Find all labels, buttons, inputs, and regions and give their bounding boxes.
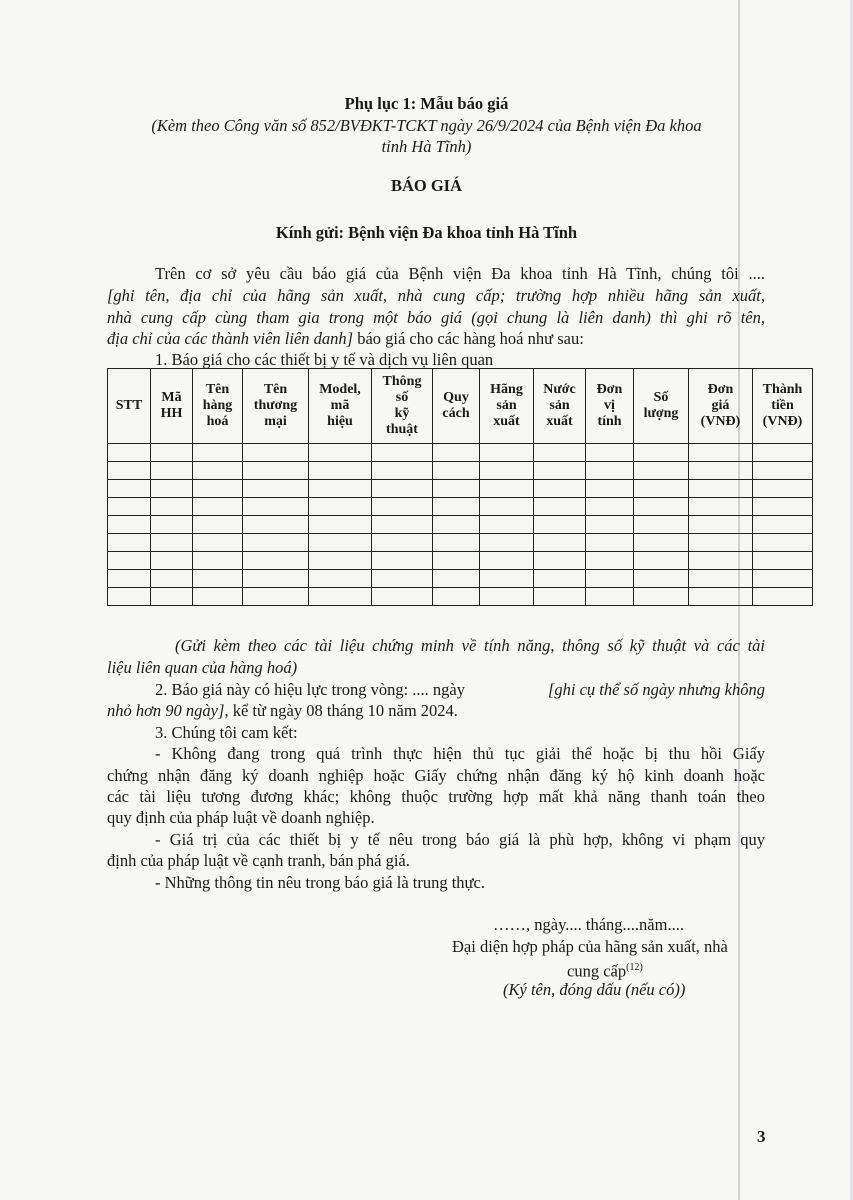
table-cell (753, 534, 813, 552)
page-number: 3 (757, 1127, 766, 1146)
table-cell (586, 588, 634, 606)
commitment-line: - Giá trị của các thiết bị y tế nêu trong báo giá là phù hợp, không vi phạm quy (155, 830, 765, 849)
column-header: Đơn giá (VNĐ) (689, 369, 753, 444)
rep-text: cung cấp (567, 961, 627, 981)
table-cell (586, 552, 634, 570)
table-cell (151, 444, 193, 462)
table-cell (753, 570, 813, 588)
table-cell (480, 462, 534, 480)
commitment-line: - Những thông tin nêu trong báo giá là trung thực. (155, 873, 485, 892)
table-cell (243, 588, 309, 606)
table-cell (753, 588, 813, 606)
table-cell (372, 552, 433, 570)
table-cell (634, 480, 689, 498)
table-cell (534, 462, 586, 480)
table-cell (309, 444, 372, 462)
table-cell (433, 462, 480, 480)
table-cell (193, 498, 243, 516)
section-3-heading: 3. Chúng tôi cam kết: (155, 723, 298, 742)
table-cell (372, 444, 433, 462)
table-cell (193, 570, 243, 588)
validity-italic: nhỏ hơn 90 ngày] (107, 701, 225, 720)
table-cell (586, 516, 634, 534)
table-cell (372, 588, 433, 606)
table-cell (480, 516, 534, 534)
table-cell (151, 462, 193, 480)
table-cell (689, 480, 753, 498)
validity-text: , kể từ ngày 08 tháng 10 năm 2024. (224, 701, 458, 720)
table-cell (586, 444, 634, 462)
table-cell (634, 462, 689, 480)
footnote-ref: (12) (626, 962, 643, 973)
reference-line: tỉnh Hà Tĩnh) (381, 137, 472, 156)
table-cell (108, 480, 151, 498)
table-cell (372, 570, 433, 588)
table-cell (309, 498, 372, 516)
table-cell (372, 498, 433, 516)
table-cell (534, 570, 586, 588)
intro-line (107, 328, 584, 349)
table-cell (753, 516, 813, 534)
attachment-note: liệu liên quan của hàng hoá) (107, 658, 298, 677)
validity-text: 2. Báo giá này có hiệu lực trong vòng: .... ngày (155, 680, 470, 699)
table-cell (108, 588, 151, 606)
table-cell (586, 462, 634, 480)
column-header: STT (108, 369, 151, 444)
table-cell (534, 588, 586, 606)
signature-date: ……, ngày.... tháng....năm.... (493, 915, 684, 934)
table-cell (193, 588, 243, 606)
table-cell (634, 444, 689, 462)
table-cell (480, 444, 534, 462)
table-cell (433, 480, 480, 498)
table-cell (108, 498, 151, 516)
table-cell (108, 516, 151, 534)
table-cell (433, 498, 480, 516)
commitment-line: các tài liệu tương đương khác; không thuộc trường hợp mất khả năng thanh toán theo (107, 787, 765, 806)
table-cell (151, 516, 193, 534)
table-cell (534, 552, 586, 570)
table-cell (480, 498, 534, 516)
table-cell (108, 552, 151, 570)
table-cell (193, 480, 243, 498)
table-cell (193, 534, 243, 552)
column-header: Quy cách (433, 369, 480, 444)
appendix-title: Phụ lục 1: Mẫu báo giá (344, 94, 509, 113)
table-cell (193, 444, 243, 462)
table-cell (433, 444, 480, 462)
table-cell (753, 498, 813, 516)
table-cell (433, 516, 480, 534)
table-cell (243, 444, 309, 462)
table-cell (433, 552, 480, 570)
table-row (108, 588, 813, 606)
validity-italic: [ghi cụ thể số ngày nhưng không (547, 680, 765, 699)
commitment-line: quy định của pháp luật về doanh nghiệp. (107, 808, 375, 827)
table-row (108, 498, 813, 516)
table-cell (534, 444, 586, 462)
column-header: Mã HH (151, 369, 193, 444)
intro-line: Trên cơ sở yêu cầu báo giá của Bệnh viện Đa khoa tỉnh Hà Tĩnh, chúng tôi .... (155, 264, 765, 283)
table-cell (753, 462, 813, 480)
table-row (108, 462, 813, 480)
column-header: Thành tiền (VNĐ) (753, 369, 813, 444)
table-cell (309, 570, 372, 588)
table-cell (689, 552, 753, 570)
table-cell (151, 570, 193, 588)
table-cell (243, 480, 309, 498)
column-header: Số lượng (634, 369, 689, 444)
quotation-table (107, 368, 813, 606)
column-header: Tên thương mại (243, 369, 309, 444)
intro-line: nhà cung cấp cùng tham gia trong một báo giá (gọi chung là liên danh) thì ghi rõ tên, (107, 308, 765, 327)
table-cell (108, 462, 151, 480)
table-cell (689, 462, 753, 480)
table-cell (309, 552, 372, 570)
column-header: Model, mã hiệu (309, 369, 372, 444)
table-cell (151, 480, 193, 498)
intro-italic: địa chỉ của các thành viên liên danh] (107, 329, 354, 348)
commitment-line: định của pháp luật về cạnh tranh, bán phá giá. (107, 851, 410, 870)
commitment-line: chứng nhận đăng ký doanh nghiệp hoặc Giấy chứng nhận đăng ký hộ kinh doanh hoặc (107, 766, 765, 785)
signature-representative: Đại diện hợp pháp của hãng sản xuất, nhà (452, 937, 728, 956)
table-cell (151, 552, 193, 570)
table-cell (753, 552, 813, 570)
table-cell (634, 570, 689, 588)
table-cell (634, 498, 689, 516)
table-row (108, 516, 813, 534)
table-cell (433, 534, 480, 552)
table-cell (433, 588, 480, 606)
column-header: Hãng sản xuất (480, 369, 534, 444)
validity-line (107, 700, 458, 721)
table-cell (372, 516, 433, 534)
table-cell (586, 480, 634, 498)
table-cell (243, 570, 309, 588)
column-header: Nước sản xuất (534, 369, 586, 444)
column-header: Tên hàng hoá (193, 369, 243, 444)
table-cell (193, 516, 243, 534)
table-cell (309, 462, 372, 480)
document-title: BÁO GIÁ (390, 176, 463, 195)
table-cell (480, 480, 534, 498)
table-cell (309, 480, 372, 498)
table-cell (689, 444, 753, 462)
table-cell (108, 570, 151, 588)
table-cell (689, 588, 753, 606)
table-cell (372, 534, 433, 552)
table-cell (243, 552, 309, 570)
signature-instruction: (Ký tên, đóng dấu (nếu có)) (503, 980, 686, 999)
reference-line: (Kèm theo Công văn số 852/BVĐKT-TCKT ngày 26/9/2024 của Bệnh viện Đa khoa (151, 116, 702, 135)
signature-representative (567, 957, 643, 982)
attachment-note: (Gửi kèm theo các tài liệu chứng minh về tính năng, thông số kỹ thuật và các tài (175, 636, 765, 655)
addressee: Kính gửi: Bệnh viện Đa khoa tỉnh Hà Tĩnh (275, 223, 578, 242)
table-cell (753, 444, 813, 462)
column-header: Thông số kỹ thuật (372, 369, 433, 444)
table-cell (753, 480, 813, 498)
table-cell (534, 498, 586, 516)
table-cell (193, 462, 243, 480)
section-1-heading: 1. Báo giá cho các thiết bị y tế và dịch vụ liên quan (155, 350, 494, 369)
column-header: Đơn vị tính (586, 369, 634, 444)
table-cell (586, 570, 634, 588)
table-cell (108, 444, 151, 462)
table-cell (372, 480, 433, 498)
table-row (108, 480, 813, 498)
table-cell (433, 570, 480, 588)
table-cell (689, 498, 753, 516)
validity-line (155, 679, 765, 700)
table-row (108, 552, 813, 570)
table-cell (689, 570, 753, 588)
table-cell (480, 570, 534, 588)
table-cell (193, 552, 243, 570)
table-cell (534, 534, 586, 552)
table-cell (151, 588, 193, 606)
table-cell (586, 534, 634, 552)
table-cell (243, 534, 309, 552)
table-cell (586, 498, 634, 516)
table-cell (689, 534, 753, 552)
table-cell (309, 534, 372, 552)
table-cell (634, 534, 689, 552)
table-cell (534, 516, 586, 534)
table-cell (634, 588, 689, 606)
table-cell (243, 462, 309, 480)
table-row (108, 570, 813, 588)
table-cell (243, 516, 309, 534)
intro-normal: báo giá cho các hàng hoá như sau: (353, 329, 584, 348)
table-cell (151, 534, 193, 552)
table-row (108, 534, 813, 552)
table-cell (309, 588, 372, 606)
table-cell (534, 480, 586, 498)
table-cell (634, 516, 689, 534)
table-cell (689, 516, 753, 534)
table-cell (243, 498, 309, 516)
table-cell (151, 498, 193, 516)
table-header-row (108, 369, 813, 444)
table-row (108, 444, 813, 462)
commitment-line: - Không đang trong quá trình thực hiện thủ tục giải thể hoặc bị thu hồi Giấy (155, 744, 765, 763)
table-cell (372, 462, 433, 480)
table-cell (634, 552, 689, 570)
table-cell (309, 516, 372, 534)
table-cell (480, 552, 534, 570)
table-cell (108, 534, 151, 552)
table-cell (480, 534, 534, 552)
table-cell (480, 588, 534, 606)
intro-line: [ghi tên, địa chỉ của hãng sản xuất, nhà cung cấp; trường hợp nhiều hãng sản xuất, (107, 286, 765, 305)
